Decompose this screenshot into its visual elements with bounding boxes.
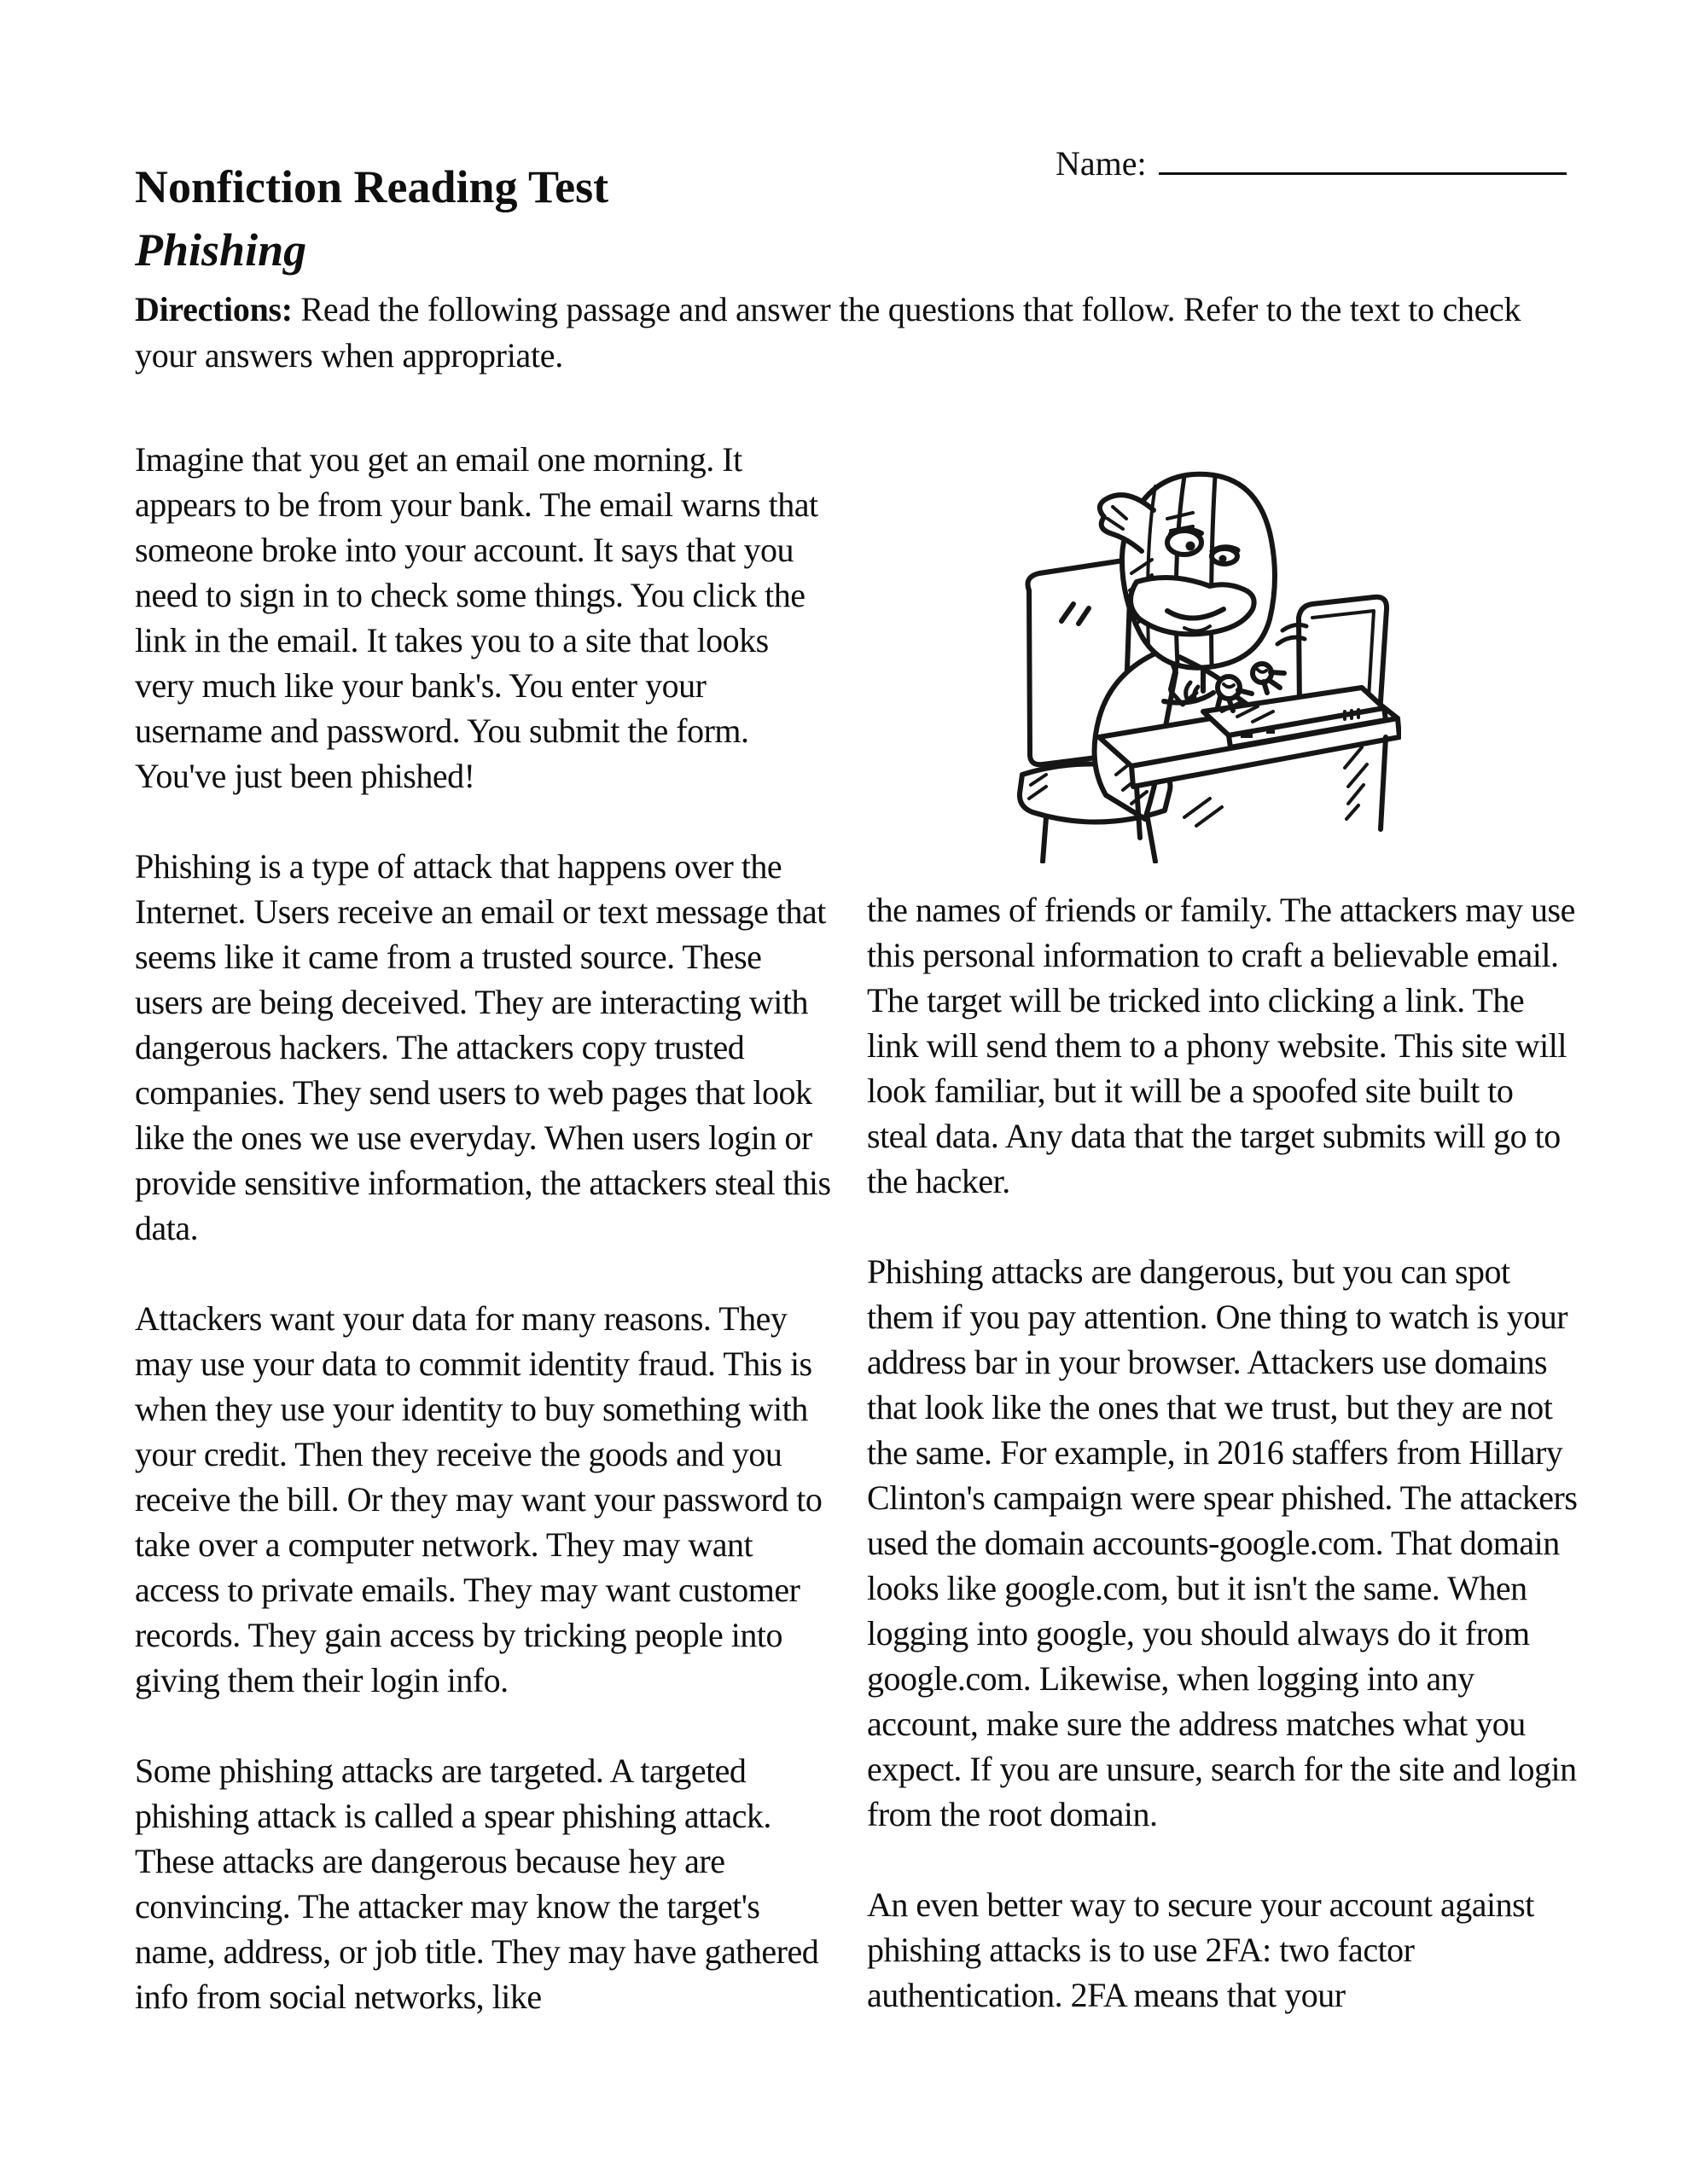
name-field	[1056, 136, 1567, 183]
passage-paragraph: Phishing is a type of attack that happens over the Internet. Users receive an email or text message that seems like it came from a trusted source. These users are being deceived. They are interacting with dangerous hackers. The attackers copy trusted companies. They send users to web pages that look like the ones we use everyday. When users login or provide sensitive information, the attackers steal this data.	[135, 847, 831, 1247]
directions-text: Read the following passage and answer the questions that follow. Refer to the text to check your answers when appropriate.	[135, 290, 1521, 375]
mouth-opening	[1131, 578, 1254, 634]
page-title: Nonfiction Reading Test	[135, 161, 609, 212]
passage-left-column	[135, 437, 835, 2019]
title-block	[135, 155, 608, 282]
passage-right-column	[867, 437, 1580, 2019]
passage-paragraph: An even better way to secure your account against phishing attacks is to use 2FA: two factor authentication. 2FA means that your	[867, 1885, 1534, 2014]
passage-paragraph: Imagine that you get an email one morning. It appears to be from your bank. The email warns that someone broke into your account. It says that you need to sign in to check some things. You click the link in the email. It takes you to a site that looks very much like your bank's. You enter your username and password. You submit the form. You've just been phished!	[135, 440, 818, 795]
passage-columns	[135, 437, 1580, 2019]
passage-paragraph: the names of friends or family. The attackers may use this personal information to craft a believable email. The target will be tricked into clicking a link. The link will send them to a phony website. This site will look familiar, but it will be a spoofed site built to steal data. Any data that the target submits will go to the hacker.	[867, 891, 1575, 1200]
name-blank-line	[1159, 136, 1567, 175]
name-label: Name:	[1056, 144, 1147, 183]
passage-paragraph: Attackers want your data for many reasons. They may use your data to commit identity fraud. This is when they use your identity to buy something with your credit. Then they receive the goods and you receive the bill. Or they may want your password to take over a computer network. They may want access to private emails. They may want customer records. They gain access by tricking people into giving them their login info.	[135, 1299, 823, 1699]
passage-paragraph: Some phishing attacks are targeted. A targeted phishing attack is called a spear phishing attack. These attacks are dangerous because hey are convincing. The attacker may know the target's name, address, or job title. They may have gathered info from social networks, like	[135, 1751, 819, 2016]
page-subtitle: Phishing	[135, 224, 307, 276]
directions-label: Directions:	[135, 290, 293, 328]
hacker-illustration	[1017, 437, 1401, 863]
directions	[135, 287, 1580, 379]
passage-paragraph: Phishing attacks are dangerous, but you can spot them if you pay attention. One thing to watch is your address bar in your browser. Attackers use domains that look like the ones that we trust, but they are not the same. For example, in 2016 staffers from Hillary Clinton's campaign were spear phished. The attackers used the domain accounts-google.com. That domain looks like google.com, but it isn't the same. When logging into google, you should always do it from google.com. Likewise, when logging into any account, make sure the address matches what you expect. If you are unsure, search for the site and login from the root domain.	[867, 1252, 1578, 1833]
